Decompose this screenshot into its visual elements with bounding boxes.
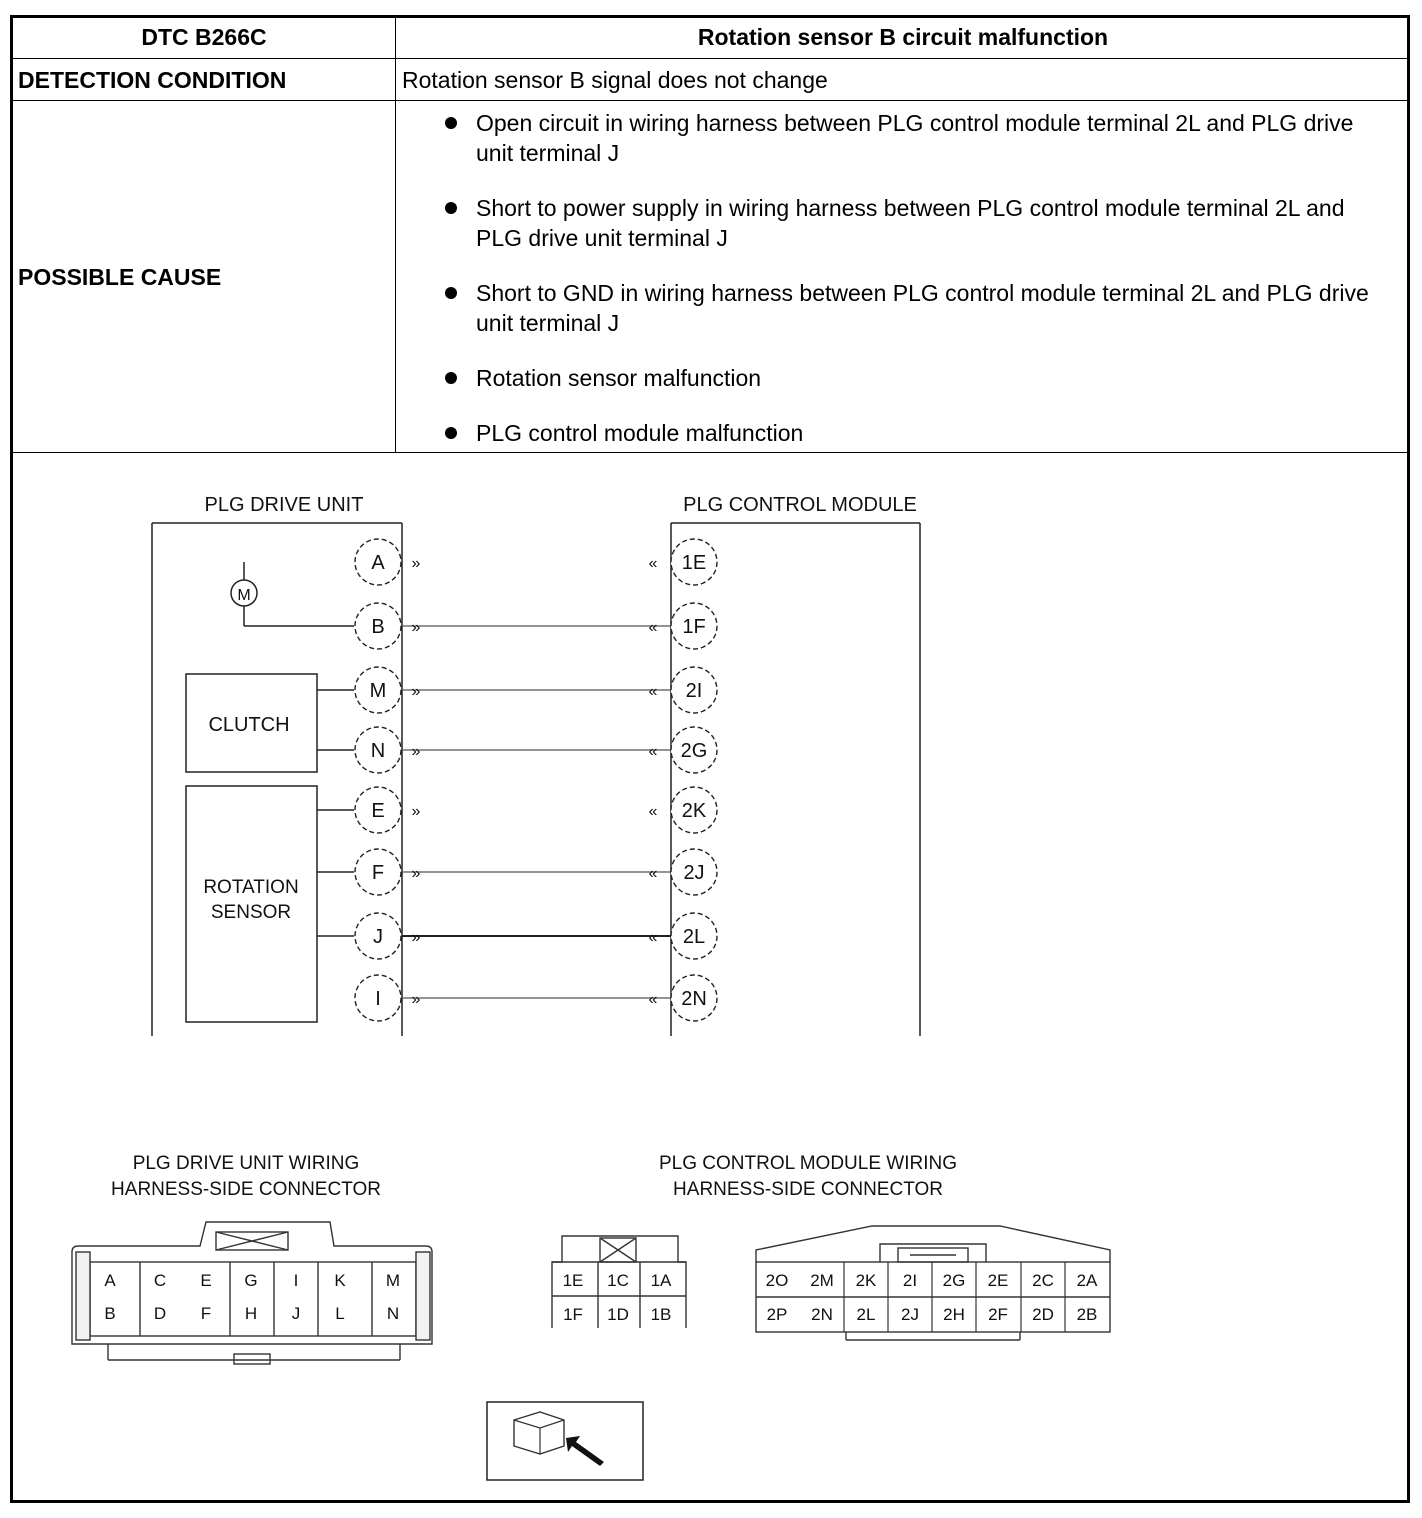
- connector-pin-label: A: [104, 1271, 116, 1290]
- connector-pin-label: 2F: [988, 1305, 1008, 1324]
- connector-pin-label: 2D: [1032, 1305, 1054, 1324]
- module-terminal-label: 2I: [685, 680, 703, 702]
- cause-item: Open circuit in wiring harness between PLG control module terminal 2L and PLG drive unit terminal J: [440, 108, 1380, 168]
- connector-pin-label: D: [153, 1304, 167, 1323]
- connector-mark-icon: «: [648, 619, 658, 636]
- connector-pin-label: 2C: [1032, 1271, 1054, 1290]
- module-connector-title: PLG CONTROL MODULE WIRING: [658, 1153, 958, 1174]
- motor-label: M: [237, 587, 251, 604]
- drive-terminal-label: I: [375, 988, 381, 1010]
- module-terminal-label: 1F: [682, 616, 706, 638]
- connector-pin-label: M: [385, 1271, 401, 1290]
- connector-pin-label: H: [244, 1304, 258, 1323]
- dtc-title: Rotation sensor B circuit malfunction: [697, 24, 1109, 50]
- connector-pin-label: 1E: [562, 1271, 584, 1290]
- drive-terminal-label: F: [371, 862, 385, 884]
- connector-pin-label: E: [200, 1271, 212, 1290]
- connector-mark-icon: »: [411, 929, 421, 946]
- module-terminal-label: 2G: [680, 740, 708, 762]
- module-terminal-label: 1E: [681, 552, 707, 574]
- drive-terminal-label: N: [370, 740, 386, 762]
- cause-item: Rotation sensor malfunction: [440, 363, 1380, 393]
- connector-mark-icon: «: [648, 555, 658, 572]
- connector-pin-label: 1D: [607, 1305, 629, 1324]
- connector-pin-label: 2J: [901, 1305, 919, 1324]
- connector-pin-label: N: [386, 1304, 400, 1323]
- drive-terminal-label: J: [373, 926, 383, 948]
- connector-pin-label: L: [335, 1304, 345, 1323]
- connector-pin-label: 2N: [811, 1305, 833, 1324]
- connector-pin-label: G: [244, 1271, 258, 1290]
- module-terminal-label: 2K: [681, 800, 707, 822]
- drive-terminal-label: M: [369, 680, 387, 702]
- connector-pin-label: 2B: [1076, 1305, 1098, 1324]
- connector-pin-label: 2K: [855, 1271, 877, 1290]
- drive-terminal-label: A: [371, 552, 385, 574]
- connector-pin-label: 2L: [856, 1305, 876, 1324]
- connector-pin-label: K: [334, 1271, 346, 1290]
- cause-item: Short to GND in wiring harness between PLG control module terminal 2L and PLG drive unit terminal J: [440, 278, 1380, 338]
- module-connector-2: [756, 1226, 1110, 1340]
- module-terminal-label: 2N: [681, 988, 707, 1010]
- rotation-sensor-label: ROTATION: [203, 877, 299, 898]
- connector-mark-icon: «: [648, 991, 658, 1008]
- clutch-label: CLUTCH: [208, 714, 290, 736]
- connector-pin-label: 1C: [607, 1271, 629, 1290]
- connector-pin-label: 1B: [650, 1305, 672, 1324]
- connector-mark-icon: «: [648, 743, 658, 760]
- connector-mark-icon: »: [411, 865, 421, 882]
- cause-item: Short to power supply in wiring harness between PLG control module terminal 2L and PLG drive unit terminal J: [440, 193, 1380, 253]
- possible-cause-label: POSSIBLE CAUSE: [18, 264, 222, 290]
- rotation-sensor-label: SENSOR: [210, 902, 292, 923]
- connector-view-icon: [487, 1402, 643, 1480]
- detection-condition-value: Rotation sensor B signal does not change: [402, 67, 828, 93]
- connector-mark-icon: »: [411, 803, 421, 820]
- connector-pin-label: 2O: [765, 1271, 789, 1290]
- connector-mark-icon: «: [648, 683, 658, 700]
- connector-pin-label: 1F: [563, 1305, 583, 1324]
- detection-condition-label: DETECTION CONDITION: [18, 67, 287, 93]
- connector-pin-label: F: [200, 1304, 212, 1323]
- connector-pin-label: I: [293, 1271, 299, 1290]
- connector-mark-icon: »: [411, 743, 421, 760]
- drive-unit-title: PLG DRIVE UNIT: [204, 494, 364, 516]
- module-connector-title: HARNESS-SIDE CONNECTOR: [673, 1179, 943, 1200]
- drive-connector-title: PLG DRIVE UNIT WIRING: [132, 1153, 360, 1174]
- connector-pin-label: 2E: [987, 1271, 1009, 1290]
- connector-mark-icon: «: [648, 929, 658, 946]
- drive-terminal-label: B: [371, 616, 385, 638]
- connector-mark-icon: »: [411, 619, 421, 636]
- dtc-code: DTC B266C: [141, 24, 267, 50]
- connector-pin-label: 2A: [1076, 1271, 1098, 1290]
- drive-unit-connector: [72, 1222, 432, 1364]
- drive-connector-pins: [104, 1271, 400, 1323]
- terminal-group: [355, 539, 717, 1021]
- connector-pin-label: C: [153, 1271, 167, 1290]
- connector-pin-label: 2I: [902, 1271, 918, 1290]
- connector-mark-icon: «: [648, 803, 658, 820]
- connector-pin-label: 2M: [810, 1271, 834, 1290]
- connector-pin-label: 2P: [766, 1305, 788, 1324]
- connector-mark-icon: «: [648, 865, 658, 882]
- module-terminal-label: 2L: [682, 926, 706, 948]
- connector-mark-icon: »: [411, 991, 421, 1008]
- control-module-title: PLG CONTROL MODULE: [683, 494, 917, 516]
- connector-pin-label: 1A: [650, 1271, 672, 1290]
- module-terminal-label: 2J: [683, 862, 705, 884]
- cause-item: PLG control module malfunction: [440, 418, 1380, 448]
- connector-mark-icon: »: [411, 555, 421, 572]
- module-connector-1-pins: [563, 1271, 672, 1324]
- connector-pin-label: J: [291, 1304, 301, 1323]
- connector-mark-icon: »: [411, 683, 421, 700]
- drive-connector-title: HARNESS-SIDE CONNECTOR: [111, 1179, 381, 1200]
- connector-pin-label: B: [104, 1304, 116, 1323]
- connector-pin-label: 2G: [942, 1271, 966, 1290]
- drive-terminal-label: E: [371, 800, 385, 822]
- connector-pin-label: 2H: [943, 1305, 965, 1324]
